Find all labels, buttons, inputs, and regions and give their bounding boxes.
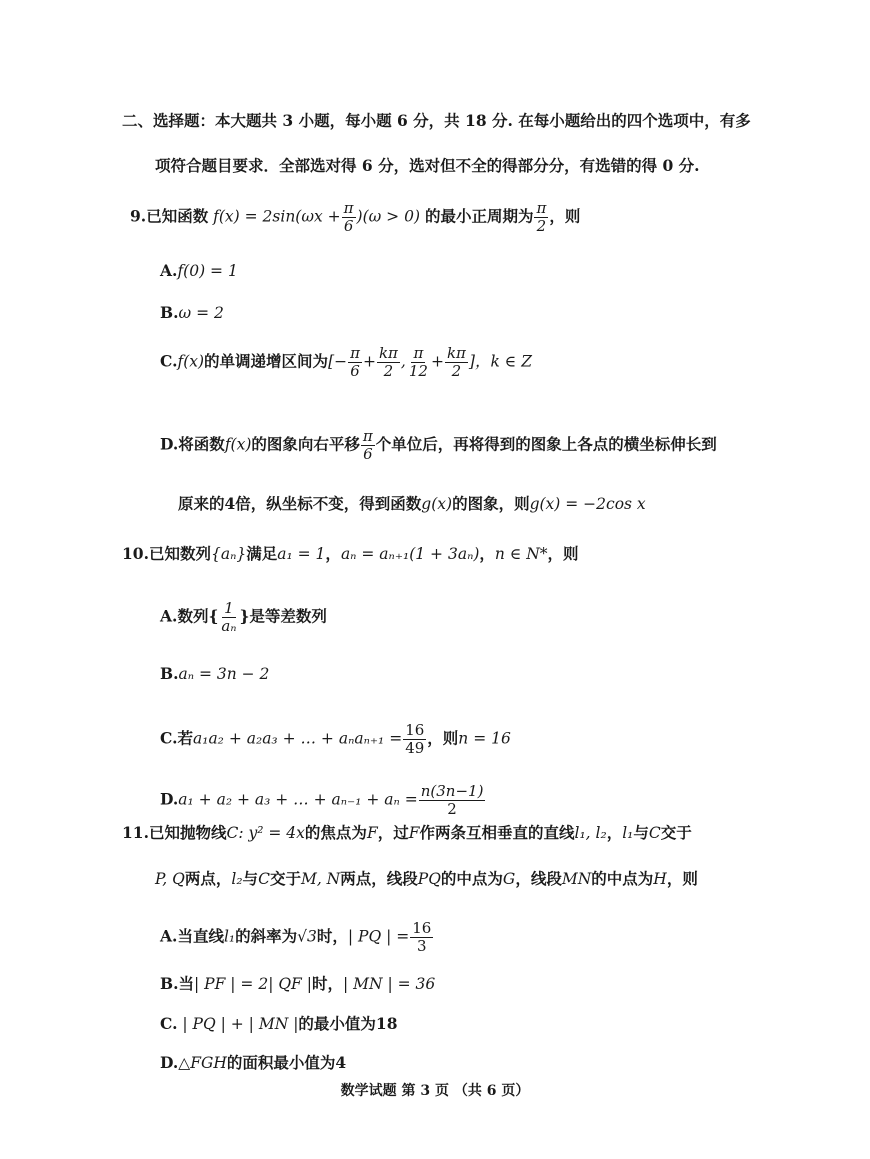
q9-stem-text3: ，则 <box>549 206 581 226</box>
option-label: C. <box>160 351 178 371</box>
q11-option-d: D.△FGH的面积最小值为4 <box>160 1053 347 1072</box>
q9-option-d: D.将函数f(x)的图象向右平移 $\frac{\pi}{6}$ 个单位后，再将得到的图象上各点的横坐标伸长到 <box>160 427 717 463</box>
q9-option-d-cont: 原来的4倍，纵坐标不变，得到函数g(x)的图象，则g(x) = −2cos x <box>178 494 646 513</box>
q11-option-a: A.当直线l₁的斜率为√3时，| PQ | = $\frac{16}{3}$ <box>160 919 432 955</box>
option-label: D. <box>160 434 179 454</box>
q9-option-b <box>160 302 224 324</box>
option-label: A. <box>160 261 178 280</box>
frac-sum: $\frac{n(3n-1)}{2}$ <box>420 782 484 818</box>
option-label: A. <box>160 606 178 626</box>
frac-pi-12: $\frac{\pi}{12}$ <box>408 344 428 380</box>
option-label: A. <box>160 926 178 946</box>
option-label: D. <box>160 789 179 809</box>
q10-option-a: A.数列{ $\frac{1}{\text{aₙ}}$ }是等差数列 <box>160 599 327 635</box>
frac-16-3: $\frac{16}{3}$ <box>412 919 432 955</box>
option-label: B. <box>160 974 179 993</box>
q9-stem <box>130 200 580 235</box>
option-label: B. <box>160 664 179 683</box>
q11-stem-cont: P, Q两点，l₂与C交于M, N两点，线段PQ的中点为G，线段MN的中点为H，则 <box>155 869 698 888</box>
q10-option-c: C.若a₁a₂ + a₂a₃ + … + aₙaₙ₊₁ = $\frac{16}{49}$ ，则n = 16 <box>160 721 511 757</box>
q9-frac-pi-2: $\frac{\pi}{2}$ <box>536 199 547 235</box>
frac-16-49: $\frac{16}{49}$ <box>405 721 425 757</box>
frac-1-an: $\frac{1}{\text{aₙ}}$ <box>221 599 237 635</box>
q10-number: 10. <box>122 544 149 563</box>
q9-stem-text2: 的最小正周期为 <box>424 206 534 226</box>
q10-stem: 10.已知数列{aₙ}满足a₁ = 1，aₙ = aₙ₊₁(1 + 3aₙ)，n ∈ N*，则 <box>122 544 579 563</box>
frac-kpi-2: $\frac{k\pi}{2}$ <box>378 344 398 380</box>
q11-option-b: B.当| PF | = 2| QF |时，| MN | = 36 <box>160 974 436 993</box>
q9-number: 9. <box>130 206 147 226</box>
page-footer: 数学试题 第 3 页 （共 6 页） <box>340 1083 530 1099</box>
frac-pi-6-d: $\frac{\pi}{6}$ <box>362 427 373 463</box>
q11-stem: 11.已知抛物线C: y² = 4x的焦点为F，过F作两条互相垂直的直线l₁, l₂，l₁与C交于 <box>122 823 692 842</box>
q9-stem-text: 已知函数 <box>146 206 209 226</box>
option-label: C. <box>160 728 178 748</box>
q9-condition: )(ω > 0) <box>356 207 420 226</box>
option-label: B. <box>160 303 179 322</box>
option-text: f(0) = 1 <box>177 262 238 280</box>
q9-frac-pi-6: $\frac{\pi}{6}$ <box>343 199 354 235</box>
frac-kpi-2b: $\frac{k\pi}{2}$ <box>446 344 466 380</box>
q9-option-a <box>160 260 238 282</box>
option-text: ω = 2 <box>178 304 224 322</box>
q9-option-c: C.f(x)的单调递增区间为[− $\frac{\pi}{6}$ + $\frac{k\pi}{2}$ , $\frac{\pi}{12}$ + $\frac{k\pi}{2}$ ]，k ∈ Z <box>160 344 532 380</box>
q11-number: 11. <box>122 823 149 842</box>
option-text: 的单调递增区间为 <box>204 351 329 371</box>
q10-option-b: B.aₙ = 3n − 2 <box>160 664 270 683</box>
option-label: D. <box>160 1053 179 1072</box>
q9-function: f(x) = 2sin(ωx + <box>213 207 341 226</box>
section-heading-line2: 项符合题目要求．全部选对得 6 分，选对但不全的得部分分，有选错的得 0 分. <box>155 156 700 175</box>
section-heading-line1: 二、选择题：本大题共 3 小题，每小题 6 分，共 18 分. 在每小题给出的四个选项中，有多 <box>122 111 751 130</box>
option-label: C. <box>160 1014 178 1033</box>
frac-pi-6: $\frac{\pi}{6}$ <box>350 344 360 380</box>
q11-option-c: C. | PQ | + | MN |的最小值为18 <box>160 1014 398 1033</box>
q10-option-d: D.a₁ + a₂ + a₃ + … + aₙ₋₁ + aₙ = $\frac{n(3n-1)}{2}$ <box>160 782 484 818</box>
